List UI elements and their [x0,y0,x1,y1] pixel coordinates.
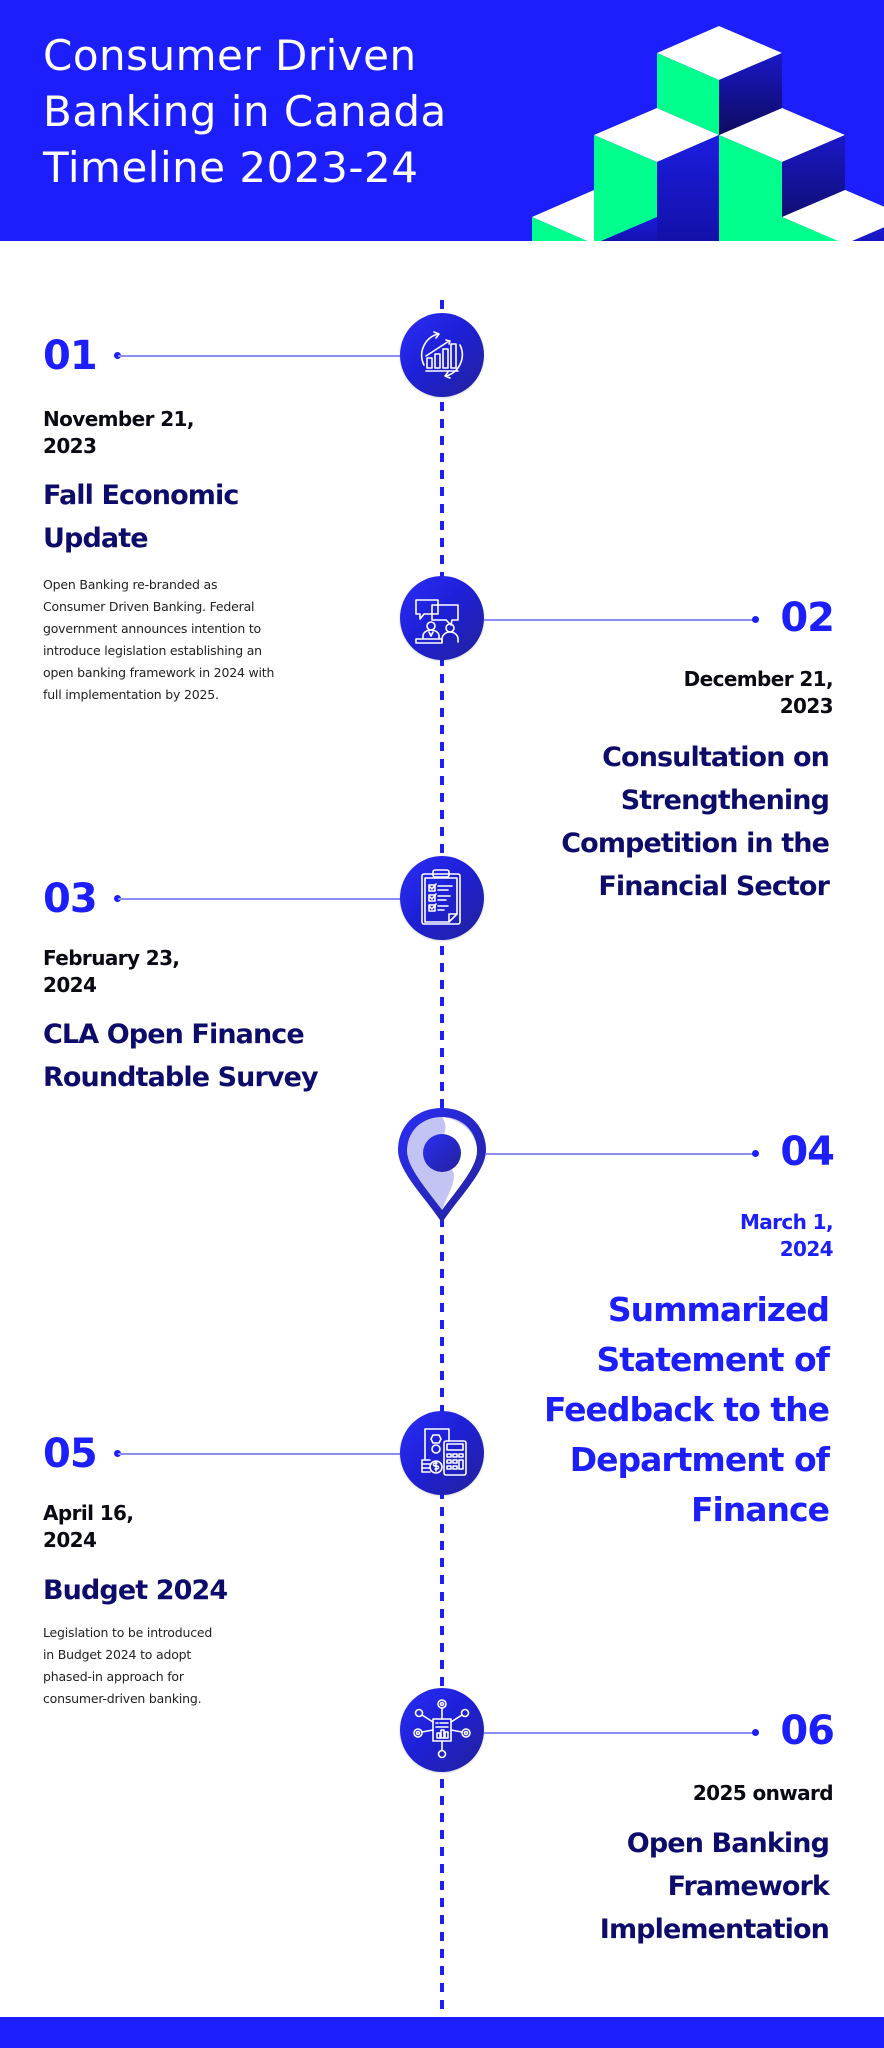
item-number: 05 [43,1431,97,1477]
growth-chart-icon [400,313,484,397]
title-line: Finance [690,1490,829,1529]
date-line: December 21, [683,667,833,691]
consultation-meeting-icon [400,576,484,660]
item-title [561,736,829,908]
item-description [43,574,274,706]
description-line: full implementation by 2025. [43,687,219,702]
connector-dot [752,1729,759,1736]
date-line: February 23, [43,946,180,970]
connector-line [484,619,756,621]
title-line: Summarized [607,1290,829,1329]
title-line: Financial Sector [598,871,829,902]
connector-line [118,898,403,900]
item-title [43,474,238,560]
description-line: phased-in approach for [43,1669,184,1684]
date-line: April 16, [43,1501,134,1525]
item-title [600,1822,829,1951]
page-title [43,28,513,196]
item-date [740,1209,833,1263]
description-line: government announces intention to [43,621,261,636]
title-line: Consultation on [602,742,829,773]
date-line: 2025 onward [692,1781,833,1805]
clipboard-checklist-icon [400,856,484,940]
item-title [544,1285,829,1535]
title-line-3: Timeline 2023-24 [43,143,419,192]
title-line: Fall Economic [43,480,239,511]
map-pin-icon [396,1106,488,1226]
item-title [43,1013,318,1099]
connector-line [484,1732,756,1734]
date-line: 2024 [43,1528,97,1552]
description-line: Consumer Driven Banking. Federal [43,599,255,614]
network-hub-icon [400,1688,484,1772]
item-number: 01 [43,333,97,379]
title-line: Strengthening [620,785,829,816]
budget-calculator-icon [400,1411,484,1495]
date-line: 2024 [43,973,97,997]
date-line: March 1, [739,1210,833,1234]
description-line: open banking framework in 2024 with [43,665,275,680]
description-line: introduce legislation establishing an [43,643,262,658]
description-line: Open Banking re-branded as [43,577,218,592]
connector-dot [752,1150,759,1157]
date-line: 2024 [779,1237,833,1261]
title-line: Implementation [599,1914,829,1945]
title-line-2: Banking in Canada [43,87,447,136]
footer-bar [0,2017,884,2048]
title-line: Feedback to the [543,1390,829,1429]
title-line: Statement of [596,1340,829,1379]
item-number: 03 [43,876,97,922]
item-title [43,1569,227,1612]
title-line: Competition in the [561,828,829,859]
item-date [684,666,833,720]
title-line: CLA Open Finance [43,1019,304,1050]
description-line: in Budget 2024 to adopt [43,1647,192,1662]
title-line: Department of [569,1440,829,1479]
title-line: Update [43,523,148,554]
date-line: November 21, [43,407,194,431]
item-number: 04 [780,1129,834,1175]
description-line: consumer-driven banking. [43,1691,202,1706]
title-line: Roundtable Survey [43,1062,318,1093]
header-banner [0,0,884,241]
title-line-1: Consumer Driven [43,31,417,80]
connector-line [118,1453,403,1455]
item-date [43,1500,133,1554]
date-line: 2023 [779,694,833,718]
date-line: 2023 [43,434,97,458]
item-date [43,406,194,460]
item-date [43,945,179,999]
connector-line [486,1153,756,1155]
title-line: Open Banking [626,1828,829,1859]
item-date [693,1780,833,1807]
connector-dot [752,616,759,623]
title-line: Budget 2024 [43,1575,228,1606]
title-line: Framework [667,1871,829,1902]
item-number: 06 [780,1708,834,1754]
connector-line [118,355,403,357]
item-description [43,1622,212,1710]
description-line: Legislation to be introduced [43,1625,213,1640]
item-number: 02 [780,595,834,641]
